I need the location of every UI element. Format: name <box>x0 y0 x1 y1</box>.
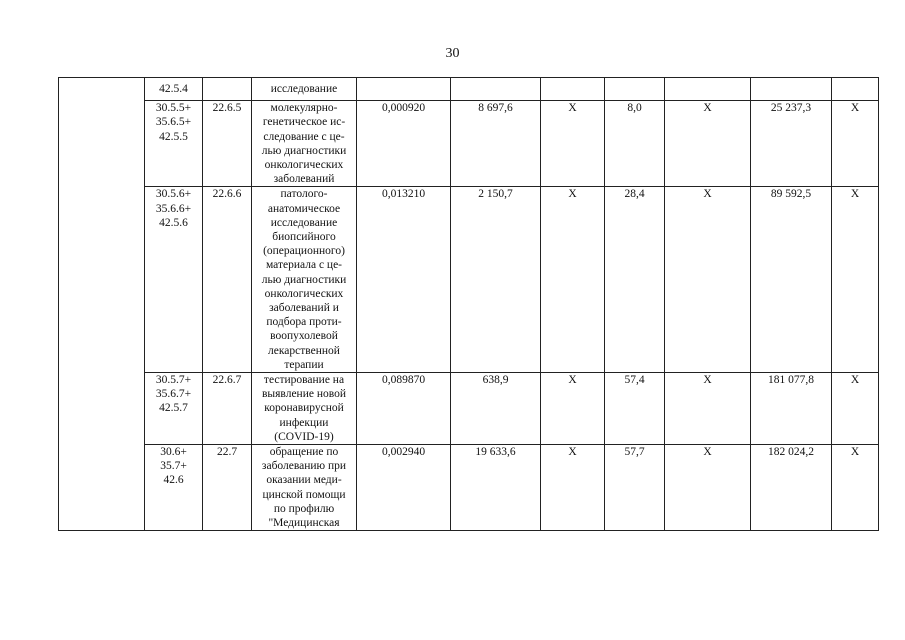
row-code-cell <box>145 187 203 373</box>
value-cell <box>357 78 451 101</box>
value-cell <box>451 78 541 101</box>
value-per-capita: 57,4 <box>624 374 645 387</box>
value-cost: 19 633,6 <box>475 446 516 459</box>
value-cost: 2 150,7 <box>478 188 513 201</box>
value-norm: 0,013210 <box>381 188 426 201</box>
value-cost: 638,9 <box>482 374 509 387</box>
value-cell <box>665 373 751 445</box>
value-cell <box>357 101 451 187</box>
row-subcode: 22.6.7 <box>212 374 242 387</box>
value-x2: X <box>703 374 712 387</box>
value-cell <box>665 445 751 531</box>
row-name-cell <box>252 78 357 101</box>
table-row <box>59 445 879 531</box>
page-number: 30 <box>445 46 460 61</box>
row-name: патолого- анатомическое исследование биопсийного (операционного) материала с це- лью диагностики онкологических заболеваний и подбора проти- воопухолевой лекарственной терапии <box>261 188 347 371</box>
row-subcode-cell <box>203 445 252 531</box>
value-cell <box>357 187 451 373</box>
row-code: 30.5.5+ 35.6.5+ 42.5.5 <box>155 102 192 143</box>
value-x3: X <box>850 374 860 387</box>
row-name: исследование <box>270 83 338 95</box>
value-cell <box>751 445 832 531</box>
value-cell <box>357 445 451 531</box>
value-cell <box>605 445 665 531</box>
value-cell <box>751 187 832 373</box>
table-row <box>59 187 879 373</box>
row-name-cell <box>252 187 357 373</box>
value-cell <box>541 187 605 373</box>
value-total: 89 592,5 <box>770 188 812 201</box>
row-code-cell <box>145 101 203 187</box>
row-code-cell <box>145 78 203 101</box>
value-x3: X <box>850 446 860 459</box>
row-subcode: 22.7 <box>216 446 238 459</box>
value-cell <box>832 101 879 187</box>
value-per-capita: 57,7 <box>624 446 645 459</box>
value-per-capita: 28,4 <box>624 188 645 201</box>
value-cell <box>541 78 605 101</box>
value-cell <box>541 373 605 445</box>
value-total: 181 077,8 <box>768 374 814 387</box>
value-cell <box>832 445 879 531</box>
row-subcode-cell <box>203 187 252 373</box>
value-cell <box>605 187 665 373</box>
value-cell <box>605 78 665 101</box>
value-cell <box>451 445 541 531</box>
value-cell <box>451 187 541 373</box>
row-subcode-cell <box>203 78 252 101</box>
row-subcode: 22.6.6 <box>212 188 242 201</box>
value-cell <box>751 101 832 187</box>
value-x2: X <box>703 446 712 459</box>
row-name: обращение по заболеванию при оказании меди- цинской помощи по профилю "Медицинская <box>261 446 347 530</box>
value-x1: X <box>568 102 577 115</box>
value-cell <box>357 373 451 445</box>
value-cell <box>541 445 605 531</box>
row-name-cell <box>252 445 357 531</box>
tariff-table <box>58 77 879 531</box>
row-code: 42.5.4 <box>159 83 188 95</box>
value-cell <box>665 101 751 187</box>
value-norm: 0,000920 <box>381 102 426 115</box>
value-total: 182 024,2 <box>768 446 814 459</box>
row-subcode: 22.6.5 <box>212 102 242 115</box>
value-cell <box>832 187 879 373</box>
value-x1: X <box>568 188 577 201</box>
value-cell <box>665 78 751 101</box>
value-norm: 0,002940 <box>381 446 426 459</box>
value-cell <box>751 373 832 445</box>
value-cell <box>541 101 605 187</box>
value-cell <box>665 187 751 373</box>
value-cell <box>751 78 832 101</box>
row-subcode-cell <box>203 101 252 187</box>
value-total: 25 237,3 <box>770 102 812 115</box>
row-name-cell <box>252 373 357 445</box>
value-cost: 8 697,6 <box>478 102 513 115</box>
table-row <box>59 373 879 445</box>
row-code: 30.5.6+ 35.6.6+ 42.5.6 <box>155 188 192 229</box>
row-code-cell <box>145 445 203 531</box>
row-code-cell <box>145 373 203 445</box>
value-x1: X <box>568 374 577 387</box>
value-x1: X <box>568 446 577 459</box>
row-subcode-cell <box>203 373 252 445</box>
value-norm: 0,089870 <box>381 374 426 387</box>
value-x3: X <box>850 102 860 115</box>
value-cell <box>605 373 665 445</box>
empty-group-cell <box>59 78 145 531</box>
row-name: молекулярно- генетическое ис- следование с це- лью диагностики онкологических заболеваний <box>261 102 347 186</box>
value-cell <box>605 101 665 187</box>
row-name-cell <box>252 101 357 187</box>
row-code: 30.6+ 35.7+ 42.6 <box>160 446 187 487</box>
table-row <box>59 101 879 187</box>
value-x2: X <box>703 102 712 115</box>
row-name: тестирование на выявление новой коронавирусной инфекции (COVID-19) <box>261 374 346 443</box>
row-code: 30.5.7+ 35.6.7+ 42.5.7 <box>155 374 192 415</box>
value-x3: X <box>850 188 860 201</box>
value-cell <box>451 373 541 445</box>
value-cell <box>832 78 879 101</box>
value-cell <box>451 101 541 187</box>
value-x2: X <box>703 188 712 201</box>
value-per-capita: 8,0 <box>627 102 642 115</box>
table-row <box>59 78 879 101</box>
value-cell <box>832 373 879 445</box>
